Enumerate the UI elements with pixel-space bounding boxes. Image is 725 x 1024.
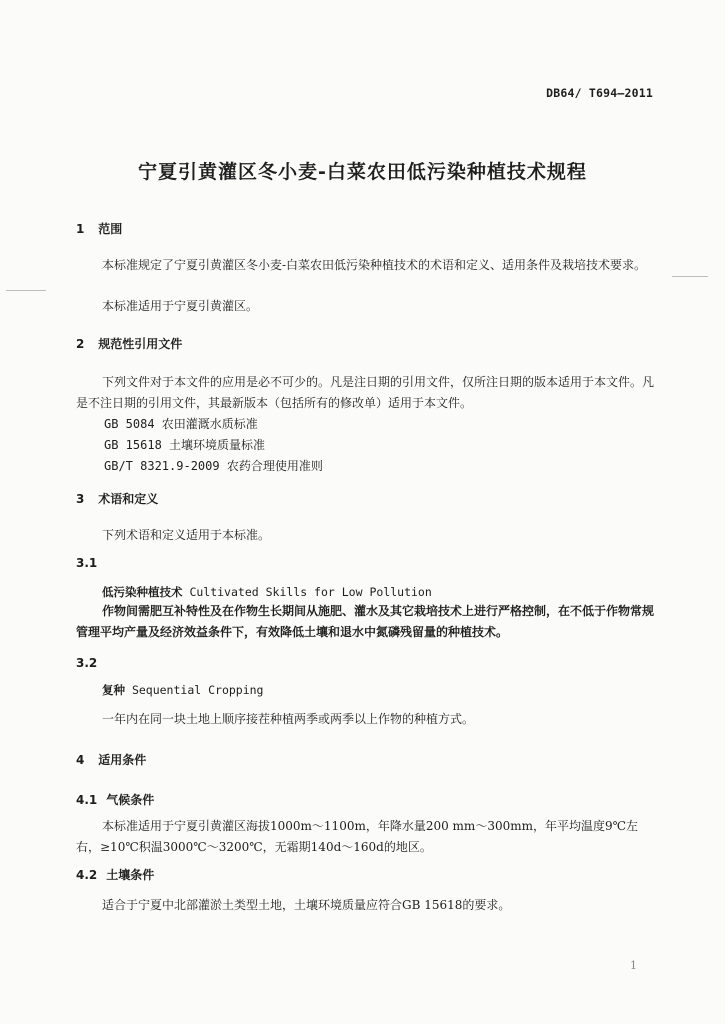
scope-paragraph: 本标准规定了宁夏引黄灌区冬小麦-白菜农田低污染种植技术的术语和定义、适用条件及栽培技术要求。 <box>102 258 647 272</box>
section-number: 1 <box>76 222 85 236</box>
section-1-heading <box>76 220 122 237</box>
reference-item: GB 15618 土壤环境质量标准 <box>104 438 266 452</box>
scan-artifact-line <box>6 290 46 291</box>
term-en: Sequential Cropping <box>131 683 264 697</box>
section-3-heading <box>76 490 158 507</box>
term-3-1-definition: 作物间需肥互补特性及在作物生长期间从施肥、灌水及其它栽培技术上进行严格控制，在不低于作物常规管理平均产量及经济效益条件下，有效降低土壤和退水中氮磷残留量的种植技术。 <box>76 604 655 639</box>
reference-item: GB/T 8321.9-2009 农药合理使用准则 <box>104 459 323 473</box>
soil-paragraph: 适合于宁夏中北部灌淤土类型土地，土壤环境质量应符合GB 15618的要求。 <box>102 898 511 912</box>
standard-code: DB64/ T694—2011 <box>546 86 653 100</box>
clause-3-1-number: 3.1 <box>76 556 98 570</box>
section-title: 范围 <box>98 222 123 236</box>
reference-item: GB 5084 农田灌溉水质标准 <box>104 417 258 431</box>
page-title: 宁夏引黄灌区冬小麦-白菜农田低污染种植技术规程 <box>138 161 587 183</box>
climate-paragraph: 本标准适用于宁夏引黄灌区海拔1000m～1100m，年降水量200 mm～300mm，年平均温度9℃左右，≥10℃积温3000℃～3200℃，无霜期140d～160d的地区。 <box>76 819 639 854</box>
section-2-heading <box>76 335 182 352</box>
clause-3-2-number: 3.2 <box>76 656 98 670</box>
scan-artifact-line <box>672 276 708 277</box>
scope-applicability: 本标准适用于宁夏引黄灌区。 <box>102 299 259 313</box>
section-number: 4.2 <box>76 868 98 882</box>
page-number: 1 <box>630 959 637 972</box>
section-number: 4 <box>76 753 85 767</box>
section-title: 土壤条件 <box>106 868 155 882</box>
section-number: 3 <box>76 492 85 506</box>
section-number: 2 <box>76 337 85 351</box>
normative-paragraph: 下列文件对于本文件的应用是必不可少的。凡是注日期的引用文件，仅所注日期的版本适用于本文件。凡是不注日期的引用文件，其最新版本（包括所有的修改单）适用于本文件。 <box>76 375 655 410</box>
clause-4-1-heading <box>76 791 154 808</box>
term-en: Cultivated Skills for Low Pollution <box>189 585 432 599</box>
section-title: 适用条件 <box>98 753 147 767</box>
term-cn: 低污染种植技术 <box>102 585 183 599</box>
section-title: 气候条件 <box>106 793 155 807</box>
term-3-2 <box>102 682 264 698</box>
section-title: 术语和定义 <box>98 492 159 506</box>
section-title: 规范性引用文件 <box>98 337 183 351</box>
section-4-heading <box>76 751 146 768</box>
term-3-2-definition: 一年内在同一块土地上顺序接茬种植两季或两季以上作物的种植方式。 <box>102 712 475 726</box>
terms-intro: 下列术语和定义适用于本标准。 <box>102 528 271 542</box>
section-number: 4.1 <box>76 793 98 807</box>
term-3-1 <box>102 584 432 600</box>
clause-4-2-heading <box>76 866 154 883</box>
term-cn: 复种 <box>102 683 125 697</box>
